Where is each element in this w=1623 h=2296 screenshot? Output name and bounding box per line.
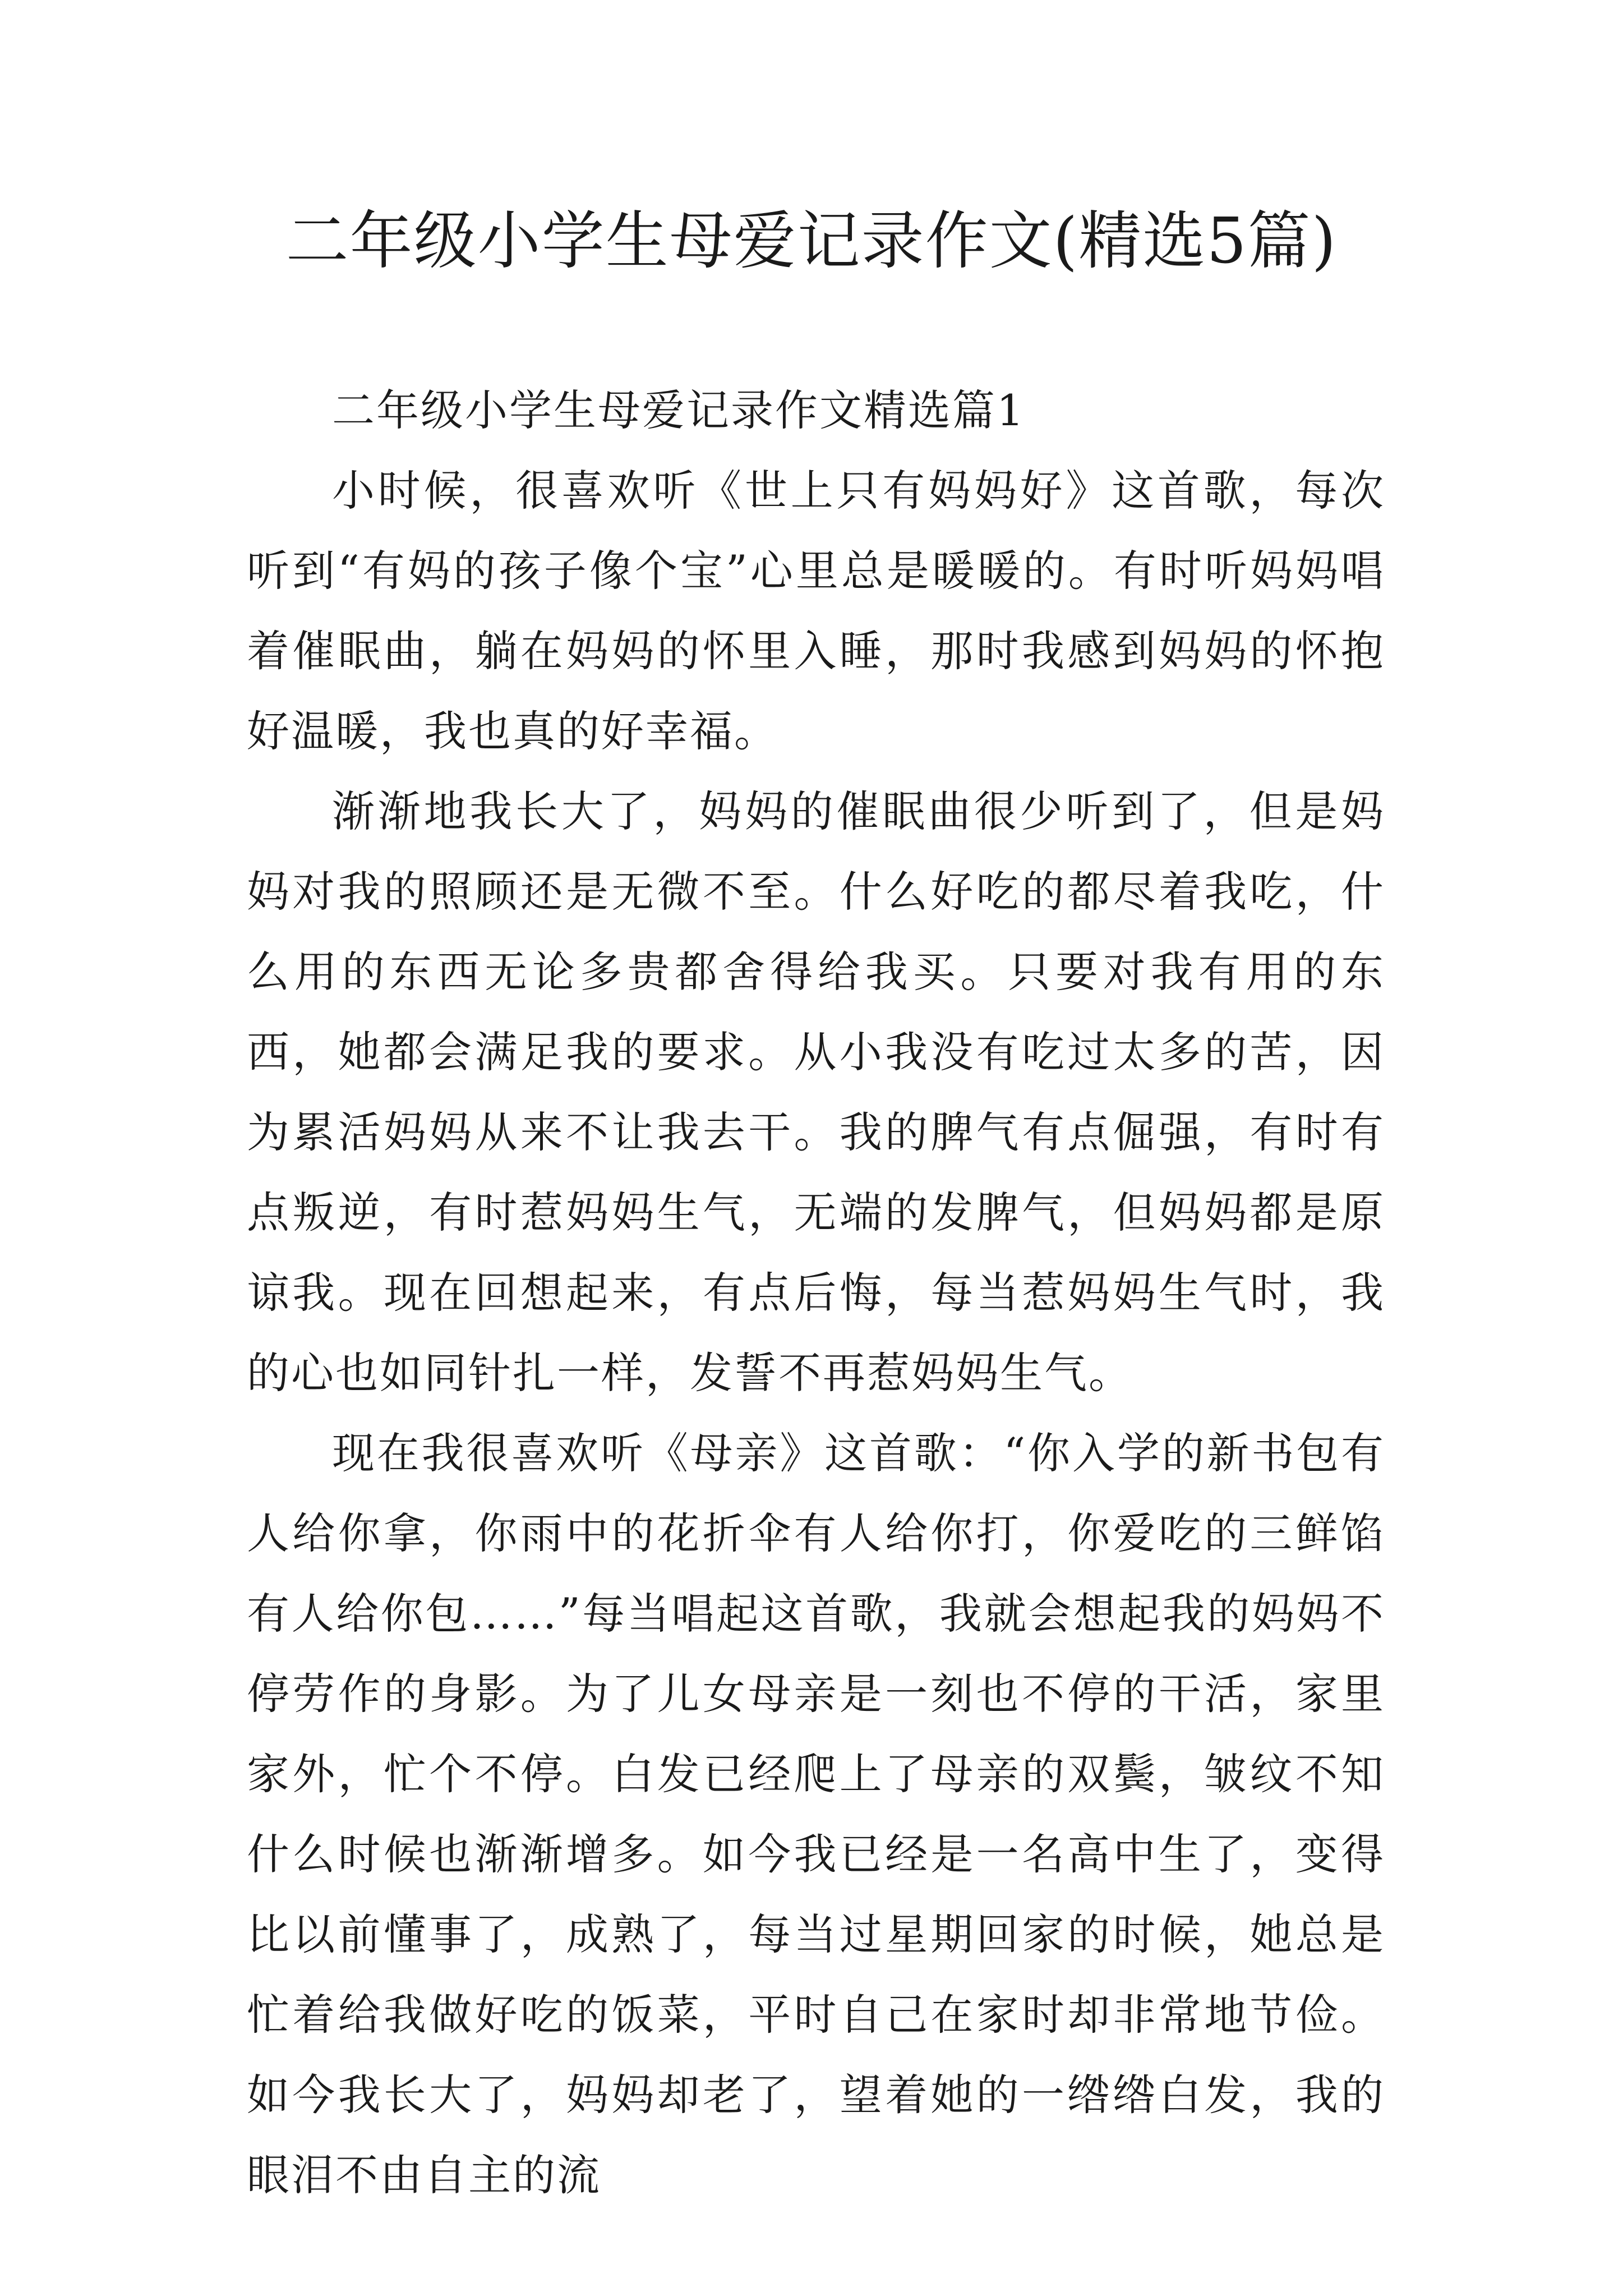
section-heading: 二年级小学生母爱记录作文精选篇1 [332,385,1026,435]
document-title: 二年级小学生母爱记录作文(精选5篇) [285,205,1338,278]
document-body [247,370,1385,2215]
paragraph-3: 现在我很喜欢听《母亲》这首歌：“你入学的新书包有人给你拿，你雨中的花折伞有人给你打，你爱吃的三鲜馅有人给你包……”每当唱起这首歌，我就会想起我的妈妈不停劳作的身影。为了儿女母亲是一刻也不停的干活，家里家外，忙个不停。白发已经爬上了母亲的双鬓，皱纹不知什么时候也渐渐增多。如今我已经是一名高中生了，变得比以前懂事了，成熟了，每当过星期回家的时候，她总是忙着给我做好吃的饭菜，平时自己在家时却非常地节俭。如今我长大了，妈妈却老了，望着她的一绺绺白发，我的眼泪不由自主的流 [247,1428,1385,2200]
paragraph-2: 渐渐地我长大了，妈妈的催眠曲很少听到了，但是妈妈对我的照顾还是无微不至。什么好吃的都尽着我吃，什么用的东西无论多贵都舍得给我买。只要对我有用的东西，她都会满足我的要求。从小我没有吃过太多的苦，因为累活妈妈从来不让我去干。我的脾气有点倔强，有时有点叛逆，有时惹妈妈生气，无端的发脾气，但妈妈都是原谅我。现在回想起来，有点后悔，每当惹妈妈生气时，我的心也如同针扎一样，发誓不再惹妈妈生气。 [247,786,1385,1398]
paragraph-1: 小时候，很喜欢听《世上只有妈妈好》这首歌，每次听到“有妈的孩子像个宝”心里总是暖暖的。有时听妈妈唱着催眠曲，躺在妈妈的怀里入睡，那时我感到妈妈的怀抱好温暖，我也真的好幸福。 [247,466,1385,756]
